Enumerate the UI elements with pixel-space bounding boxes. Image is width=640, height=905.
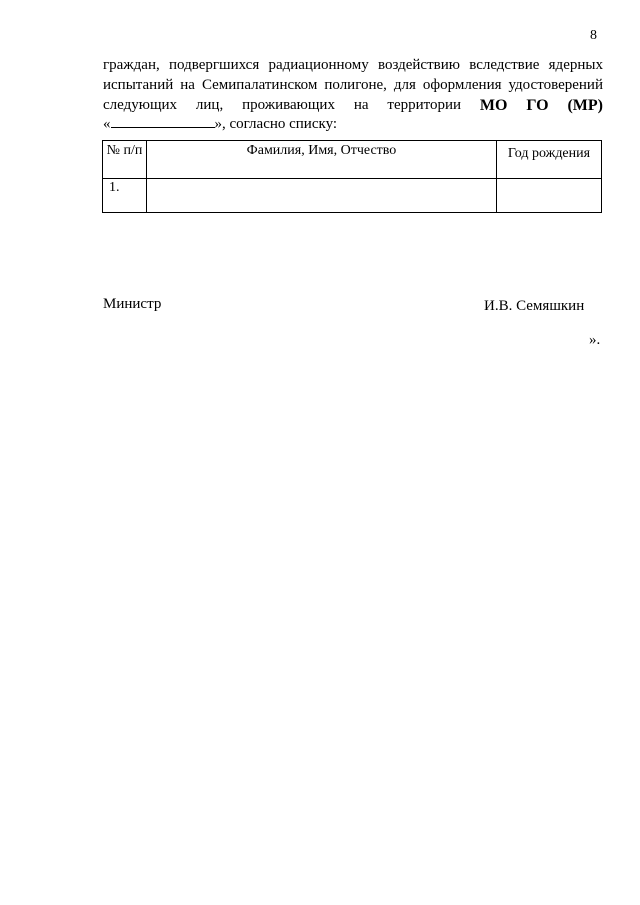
word: на <box>180 77 195 93</box>
word: полигоне, <box>324 77 387 93</box>
word: территории <box>387 97 462 113</box>
word: оформления <box>422 77 502 93</box>
signatory-position: Министр <box>103 296 162 312</box>
signatory-name: И.В. Семяшкин <box>484 298 585 314</box>
row-number: 1. <box>103 179 147 213</box>
word: ядерных <box>548 57 603 73</box>
blank-line <box>111 114 215 128</box>
line-tail: », согласно списку: <box>214 116 338 132</box>
bold-word: МО <box>479 97 508 114</box>
word: радиационному <box>268 57 369 73</box>
paragraph-line-3 <box>103 96 603 115</box>
paragraph-line-1 <box>103 56 603 75</box>
header-number: № п/п <box>103 141 147 179</box>
word: удостоверений <box>508 77 603 93</box>
closing-quote: ». <box>589 332 601 348</box>
page-number: 8 <box>590 28 597 43</box>
bold-word: ГО <box>526 97 549 114</box>
bold-word: (МР) <box>567 97 603 114</box>
header-full-name: Фамилия, Имя, Отчество <box>147 141 497 179</box>
table-header-row <box>103 141 602 179</box>
word: на <box>353 97 369 113</box>
paragraph-line-4 <box>103 114 603 134</box>
word: испытаний <box>103 77 174 93</box>
word: подвергшихся <box>168 57 260 73</box>
table-row <box>103 179 602 213</box>
word: вследствие <box>469 57 540 73</box>
word: для <box>393 77 416 93</box>
word: Семипалатинском <box>201 77 318 93</box>
open-quote: « <box>103 116 111 132</box>
word: воздействию <box>377 57 460 73</box>
paragraph-line-2 <box>103 76 603 95</box>
word: граждан, <box>103 57 160 73</box>
word: следующих <box>103 97 178 113</box>
persons-table <box>102 140 602 213</box>
row-birth-year <box>497 179 602 213</box>
header-birth-year: Год рождения <box>497 141 602 179</box>
word: лиц, <box>195 97 224 113</box>
row-full-name <box>147 179 497 213</box>
word: проживающих <box>242 97 335 113</box>
